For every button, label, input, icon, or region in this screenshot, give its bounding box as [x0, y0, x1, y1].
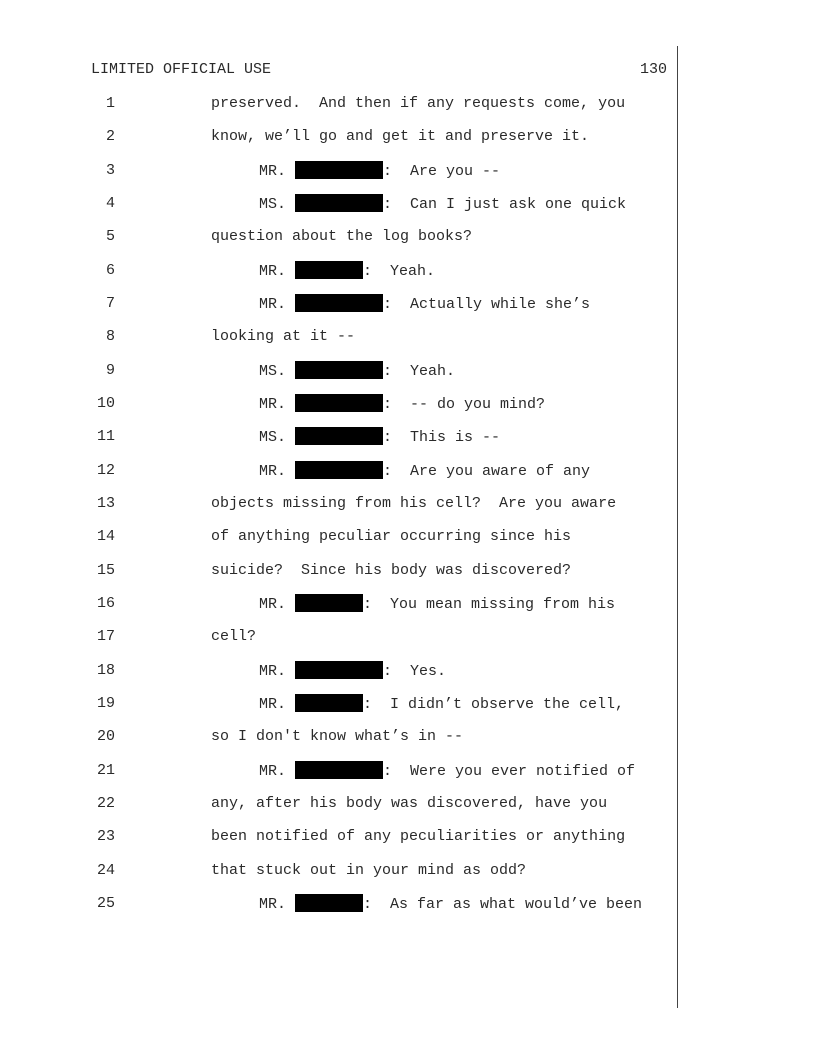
transcript-line: [0, 394, 680, 427]
line-text: [259, 594, 615, 615]
speaker-title: MR.: [259, 762, 296, 780]
line-content: : Yes.: [383, 662, 447, 680]
transcript-line: [0, 227, 680, 260]
line-number: 11: [96, 428, 115, 446]
line-content: : Are you aware of any: [383, 462, 591, 480]
line-number: 15: [96, 561, 115, 579]
line-content: : I didn’t observe the cell,: [363, 695, 625, 713]
transcript-line: [0, 161, 680, 194]
line-text: [211, 227, 472, 247]
line-number: 7: [105, 294, 115, 312]
transcript-line: [0, 494, 680, 527]
line-number: 20: [96, 728, 115, 746]
line-content: any, after his body was discovered, have you: [211, 794, 608, 812]
line-number: 16: [96, 594, 115, 612]
line-content: of anything peculiar occurring since his: [211, 528, 572, 546]
transcript-line: [0, 361, 680, 394]
line-number: 23: [96, 828, 115, 846]
line-content: looking at it --: [211, 328, 356, 346]
transcript-line: [0, 294, 680, 327]
line-text: [259, 694, 624, 715]
line-content: : Can I just ask one quick: [383, 195, 627, 213]
line-number: 25: [96, 894, 115, 912]
line-number: 9: [105, 361, 115, 379]
transcript-line: [0, 427, 680, 460]
redaction-box: [295, 894, 363, 912]
line-content: : Were you ever notified of: [383, 762, 636, 780]
line-number: 6: [105, 261, 115, 279]
transcript-line: [0, 594, 680, 627]
line-text: [259, 261, 435, 282]
line-number: 12: [96, 461, 115, 479]
line-text: [211, 527, 571, 547]
line-content: : -- do you mind?: [383, 395, 546, 413]
transcript-line: [0, 627, 680, 660]
transcript-line: [0, 527, 680, 560]
line-number: 1: [105, 95, 115, 112]
speaker-title: MR.: [259, 695, 296, 713]
line-content: : Yeah.: [383, 362, 456, 380]
speaker-title: MR.: [259, 662, 296, 680]
line-text: [211, 127, 589, 147]
transcript-line: [0, 461, 680, 494]
redaction-box: [295, 461, 383, 479]
line-content: that stuck out in your mind as odd?: [211, 861, 527, 879]
transcript-line: [0, 694, 680, 727]
line-number: 14: [96, 528, 115, 546]
redaction-box: [295, 294, 383, 312]
transcript-line: [0, 794, 680, 827]
line-text: [259, 761, 635, 782]
redaction-box: [295, 261, 363, 279]
transcript-line: [0, 561, 680, 594]
redaction-box: [295, 194, 383, 212]
line-text: [259, 461, 590, 482]
page-header: [91, 61, 667, 81]
line-text: [259, 194, 626, 215]
transcript-line: [0, 894, 680, 927]
line-text: [211, 561, 571, 581]
speaker-title: MR.: [259, 162, 296, 180]
transcript-line: [0, 194, 680, 227]
redaction-box: [295, 661, 383, 679]
line-number: 2: [105, 128, 115, 146]
line-content: preserved. And then if any requests come, you: [211, 95, 626, 112]
transcript-line: [0, 94, 680, 127]
transcript-line: [0, 761, 680, 794]
line-content: : As far as what would’ve been: [363, 895, 643, 913]
line-content: know, we’ll go and get it and preserve it.: [211, 128, 590, 146]
speaker-title: MR.: [259, 295, 296, 313]
redaction-box: [295, 761, 383, 779]
line-number: 5: [105, 228, 115, 246]
speaker-title: MS.: [259, 362, 296, 380]
transcript-line: [0, 127, 680, 160]
redaction-box: [295, 394, 383, 412]
page-number: 130: [639, 61, 667, 78]
line-text: [211, 494, 616, 514]
speaker-title: MR.: [259, 895, 296, 913]
line-number: 17: [96, 628, 115, 646]
line-text: [211, 327, 355, 347]
redaction-box: [295, 161, 383, 179]
line-number: 10: [96, 394, 115, 412]
redaction-box: [295, 694, 363, 712]
transcript-line: [0, 827, 680, 860]
redaction-box: [295, 594, 363, 612]
line-content: cell?: [211, 628, 257, 646]
line-number: 24: [96, 861, 115, 879]
line-text: [259, 394, 545, 415]
line-number: 21: [96, 761, 115, 779]
transcript-line: [0, 661, 680, 694]
speaker-title: MS.: [259, 429, 296, 447]
line-content: question about the log books?: [211, 228, 473, 246]
line-text: [211, 861, 526, 881]
line-text: [259, 294, 590, 315]
transcript-line: [0, 261, 680, 294]
line-content: : Are you --: [383, 162, 501, 180]
line-text: [211, 794, 607, 814]
speaker-title: MR.: [259, 595, 296, 613]
line-content: objects missing from his cell? Are you aware: [211, 494, 617, 512]
transcript-line: [0, 727, 680, 760]
line-text: [259, 427, 500, 448]
line-content: : Yeah.: [363, 262, 436, 280]
redaction-box: [295, 427, 383, 445]
line-number: 13: [96, 494, 115, 512]
line-number: 22: [96, 794, 115, 812]
redaction-box: [295, 361, 383, 379]
speaker-title: MS.: [259, 195, 296, 213]
line-content: so I don't know what’s in --: [211, 728, 464, 746]
transcript-line: [0, 327, 680, 360]
line-number: 8: [105, 328, 115, 346]
transcript-line: [0, 861, 680, 894]
line-text: [259, 361, 455, 382]
line-content: : You mean missing from his: [363, 595, 616, 613]
line-number: 4: [105, 194, 115, 212]
speaker-title: MR.: [259, 262, 296, 280]
line-text: [211, 727, 463, 747]
speaker-title: MR.: [259, 395, 296, 413]
line-number: 19: [96, 694, 115, 712]
speaker-title: MR.: [259, 462, 296, 480]
line-content: suicide? Since his body was discovered?: [211, 561, 572, 579]
line-text: [259, 661, 446, 682]
line-text: [211, 827, 625, 847]
line-text: [211, 627, 256, 647]
classification-label: LIMITED OFFICIAL USE: [91, 61, 272, 78]
transcript-body: [0, 94, 680, 927]
line-number: 3: [105, 161, 115, 179]
line-text: [211, 94, 625, 114]
line-text: [259, 161, 500, 182]
line-number: 18: [96, 661, 115, 679]
line-content: : This is --: [383, 429, 501, 447]
line-content: : Actually while she’s: [383, 295, 591, 313]
line-text: [259, 894, 642, 915]
line-content: been notified of any peculiarities or anything: [211, 828, 626, 846]
